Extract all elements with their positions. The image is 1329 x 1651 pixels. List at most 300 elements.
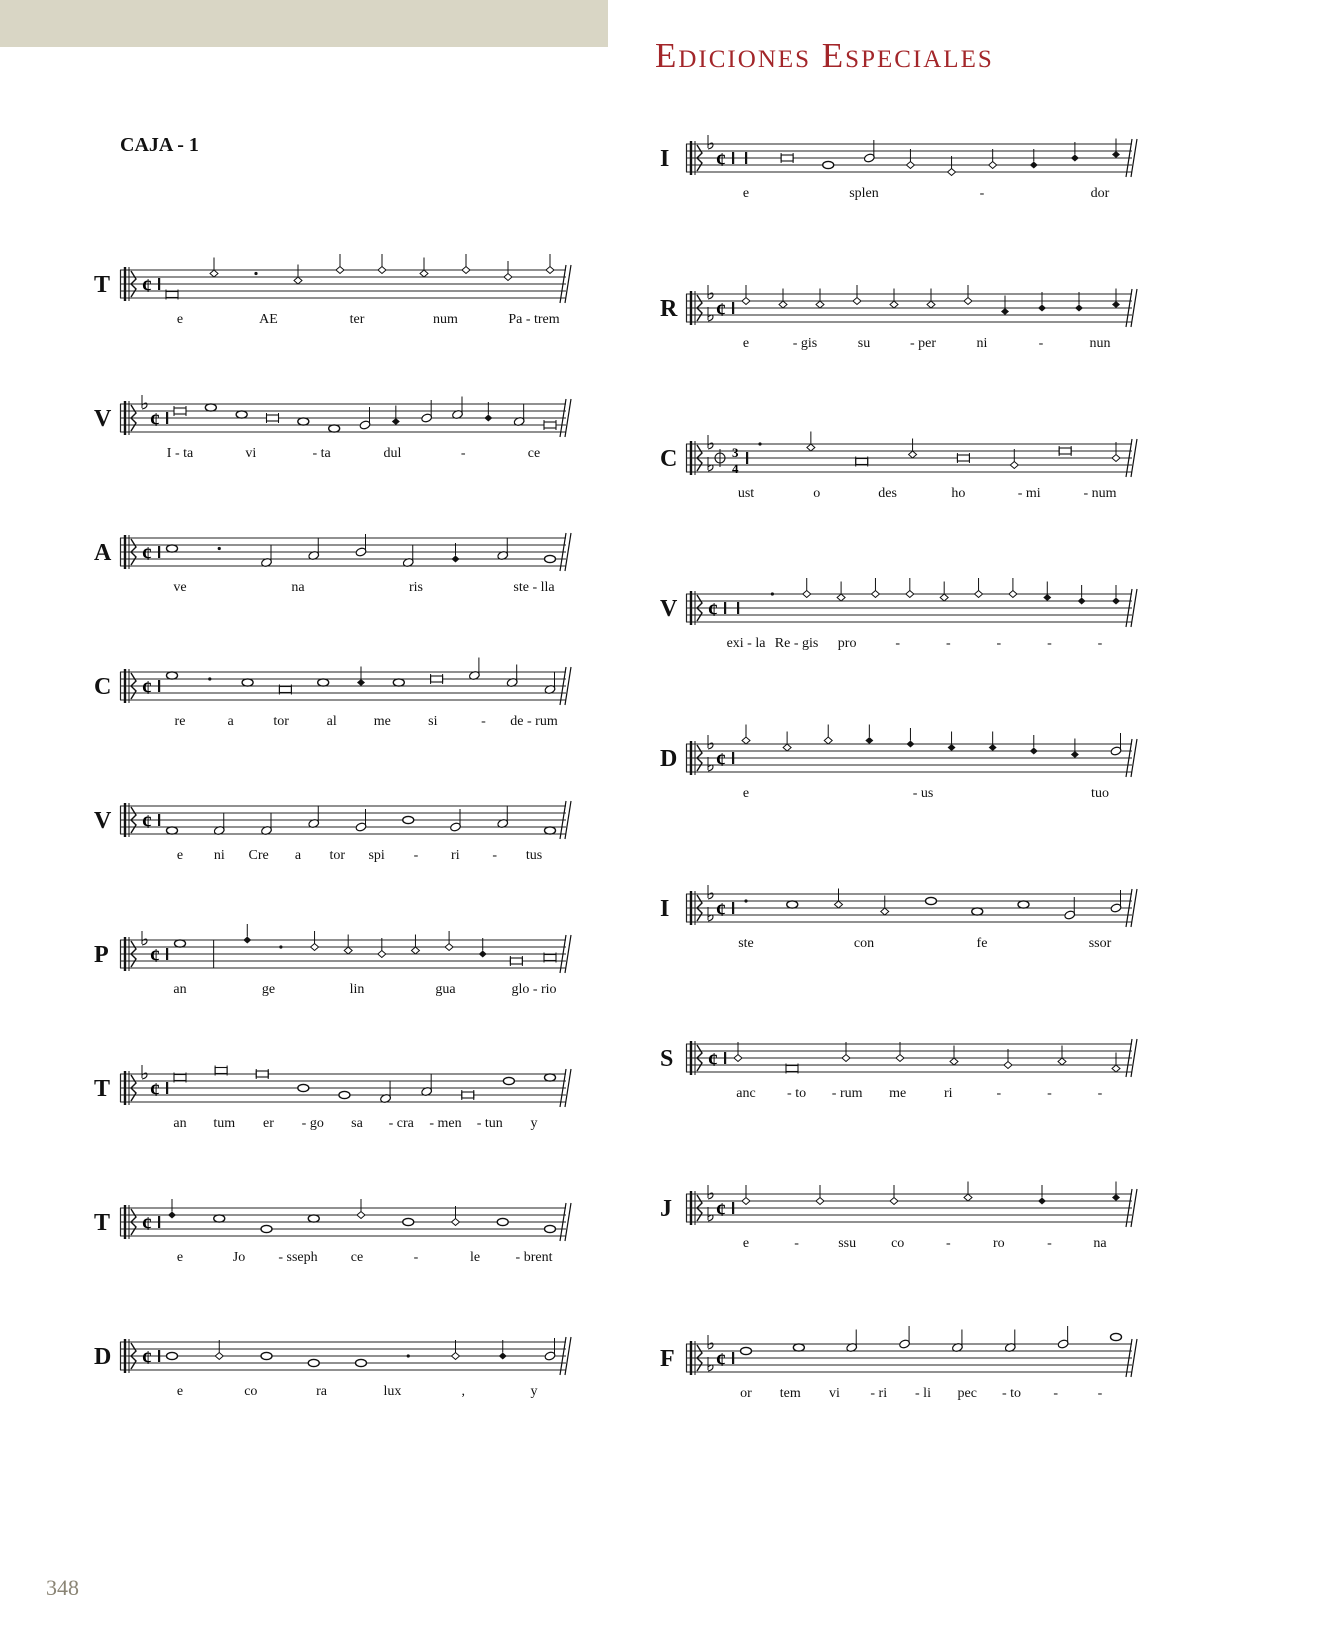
note-whole <box>167 545 178 552</box>
music-staff <box>686 432 1140 480</box>
common-time-icon: ¢ <box>716 749 726 771</box>
chant-excerpt <box>660 882 1140 972</box>
rest-icon <box>732 1202 734 1214</box>
lyrics-line <box>686 486 1140 508</box>
lyrics-line <box>686 786 1140 808</box>
note-semi <box>462 254 470 274</box>
note-semi <box>445 931 453 951</box>
initial-letter: A <box>94 540 112 566</box>
lyric-syllable: - <box>413 1250 419 1265</box>
lyric-syllable: ri <box>944 1086 953 1101</box>
lyric-syllable: - <box>1097 1086 1103 1101</box>
note-semi <box>906 149 914 169</box>
music-staff <box>120 526 574 574</box>
lyrics-line <box>120 580 574 602</box>
rest-icon <box>158 1216 160 1228</box>
note-half <box>899 1326 911 1349</box>
lyric-syllable: or <box>740 1386 752 1401</box>
lyric-syllable: - <box>413 848 419 863</box>
rest-icon <box>732 302 734 314</box>
note-breve <box>174 406 186 416</box>
note-half <box>308 538 320 561</box>
page-number: 348 <box>46 1575 79 1600</box>
note-half <box>469 658 481 681</box>
note-whole <box>741 1347 752 1354</box>
lyric-syllable: - <box>979 186 985 201</box>
lyrics-line <box>120 446 574 468</box>
lyric-syllable: ce <box>350 1250 364 1265</box>
note-whole <box>205 404 216 411</box>
lyric-syllable: vi <box>245 446 257 461</box>
note-quarter <box>1030 735 1038 755</box>
common-time-icon: ¢ <box>716 1199 726 1221</box>
flat-icon <box>708 885 713 899</box>
flat-icon <box>708 307 713 321</box>
note-half <box>421 1074 433 1097</box>
lyric-syllable: lin <box>349 982 365 997</box>
lyric-syllable: - num <box>1083 486 1117 501</box>
note-semi <box>989 149 997 169</box>
note-semi <box>906 578 914 598</box>
lyric-syllable: ssu <box>838 1236 857 1251</box>
common-time-icon: ¢ <box>142 811 152 833</box>
note-semi <box>378 254 386 274</box>
music-staff <box>120 660 574 708</box>
lyrics-line <box>686 936 1140 958</box>
lyric-syllable: ho <box>951 486 966 501</box>
note-semi <box>336 254 344 274</box>
lyric-syllable: e <box>176 1384 184 1399</box>
lyric-syllable: pro <box>837 636 857 651</box>
lyric-syllable: ni <box>976 336 988 351</box>
note-whole <box>298 418 309 425</box>
note-dot <box>758 442 761 445</box>
lyric-syllable: na <box>1093 1236 1107 1251</box>
note-semi <box>950 1046 958 1066</box>
note-quarter <box>1112 139 1120 159</box>
flat-icon <box>142 931 147 945</box>
initial-letter: C <box>94 674 112 700</box>
lyric-syllable: - tun <box>476 1116 503 1131</box>
lyric-syllable: - go <box>301 1116 324 1131</box>
note-semi <box>734 1042 742 1062</box>
note-half <box>863 140 875 163</box>
lyric-syllable: e <box>742 336 750 351</box>
lyric-syllable: le <box>469 1250 481 1265</box>
music-staff <box>120 928 574 976</box>
lyric-syllable: - brent <box>515 1250 553 1265</box>
lyric-syllable: ro <box>993 1236 1005 1251</box>
initial-letter: J <box>660 1196 672 1222</box>
note-whole <box>793 1344 804 1351</box>
note-whole <box>926 897 937 904</box>
note-half <box>402 545 414 568</box>
note-semi <box>742 1185 750 1205</box>
lyric-syllable: e <box>742 1236 750 1251</box>
common-time-icon: ¢ <box>142 275 152 297</box>
lyric-syllable: tus <box>525 848 543 863</box>
note-whole <box>318 679 329 686</box>
lyric-syllable: re <box>174 714 186 729</box>
note-breve <box>781 153 793 163</box>
lyric-syllable: e <box>742 186 750 201</box>
note-quarter <box>1112 585 1120 605</box>
lyric-syllable: a <box>294 848 302 863</box>
note-quarter <box>392 406 400 426</box>
initial-letter: I <box>660 146 670 172</box>
lyric-syllable: Pa - trem <box>508 312 560 327</box>
lyric-syllable: lux <box>383 1384 402 1399</box>
note-whole <box>308 1359 319 1366</box>
note-breve <box>431 674 443 684</box>
flat-icon <box>708 1335 713 1349</box>
note-semi <box>964 285 972 305</box>
initial-letter: V <box>94 808 112 834</box>
lyrics-line <box>686 1386 1140 1408</box>
flat-icon <box>142 1065 147 1079</box>
note-breve <box>462 1090 474 1100</box>
lyric-syllable: al <box>326 714 337 729</box>
header-band <box>0 0 608 47</box>
note-semi <box>742 285 750 305</box>
initial-letter: C <box>660 446 678 472</box>
note-quarter <box>906 728 914 748</box>
note-semi <box>411 935 419 955</box>
note-breve <box>957 453 969 463</box>
note-quarter <box>1112 289 1120 309</box>
lyric-syllable: tum <box>213 1116 236 1131</box>
rest-icon <box>724 602 726 614</box>
note-whole <box>236 411 247 418</box>
lyric-syllable: me <box>373 714 391 729</box>
lyric-syllable: Cre <box>248 848 269 863</box>
note-whole <box>393 679 404 686</box>
lyric-syllable: ste <box>738 936 754 951</box>
music-staff <box>686 1332 1140 1380</box>
note-semi <box>948 156 956 176</box>
note-semi <box>783 732 791 752</box>
initial-letter: S <box>660 1046 674 1072</box>
note-semi <box>294 265 302 285</box>
lyric-syllable: - <box>945 636 951 651</box>
rest-icon <box>158 546 160 558</box>
initial-letter: D <box>660 746 678 772</box>
lyric-syllable: vi <box>829 1386 840 1401</box>
note-semi <box>1112 442 1120 462</box>
note-quarter <box>357 667 365 687</box>
note-semi <box>357 1199 365 1219</box>
time-sig-bottom: 4 <box>732 461 739 476</box>
lyrics-line <box>120 312 574 334</box>
lyric-syllable: gua <box>435 982 456 997</box>
note-whole <box>214 1215 225 1222</box>
music-staff <box>686 732 1140 780</box>
lyric-syllable: AE <box>259 312 278 327</box>
note-half <box>452 397 464 420</box>
note-breve <box>856 457 868 467</box>
common-time-icon: ¢ <box>150 1079 160 1101</box>
flat-icon <box>708 457 713 471</box>
note-semi <box>803 578 811 598</box>
note-half <box>308 806 320 829</box>
rest-icon <box>158 680 160 692</box>
note-whole <box>261 1225 272 1232</box>
note-half <box>450 809 462 832</box>
note-semi <box>807 432 815 452</box>
lyric-syllable: - <box>996 1086 1002 1101</box>
note-half <box>506 665 518 688</box>
note-semi <box>881 896 889 916</box>
lyric-syllable: - <box>1038 336 1044 351</box>
rest-icon <box>732 902 734 914</box>
lyric-syllable: - <box>1047 1236 1052 1251</box>
music-staff <box>686 282 1140 330</box>
note-semi <box>896 1042 904 1062</box>
lyric-syllable: Jo <box>232 1250 246 1265</box>
common-time-icon: ¢ <box>708 599 718 621</box>
note-half <box>1064 897 1076 920</box>
flat-icon <box>708 1207 713 1221</box>
note-semi <box>835 889 843 909</box>
lyric-syllable: - <box>492 848 497 863</box>
initial-letter: I <box>660 896 670 922</box>
flat-icon <box>708 735 713 749</box>
note-whole <box>242 679 253 686</box>
rest-icon <box>166 412 168 424</box>
lyric-syllable: - <box>460 446 466 461</box>
lyric-syllable: o <box>813 486 821 501</box>
lyric-syllable: - <box>945 1236 951 1251</box>
lyric-syllable: an <box>173 1116 187 1131</box>
chant-excerpt <box>660 282 1140 372</box>
note-semi <box>837 582 845 602</box>
note-dot <box>744 899 747 902</box>
rest-icon <box>724 1052 726 1064</box>
note-quarter <box>948 732 956 752</box>
initial-letter: D <box>94 1344 112 1370</box>
note-quarter <box>1001 296 1009 316</box>
initial-letter: T <box>94 1076 111 1102</box>
note-breve <box>510 956 522 966</box>
music-staff <box>686 1182 1140 1230</box>
note-semi <box>311 931 319 951</box>
note-breve <box>544 420 556 430</box>
note-whole <box>403 816 414 823</box>
chant-excerpt <box>660 732 1140 822</box>
note-half <box>1057 1326 1069 1349</box>
note-half <box>355 534 367 557</box>
note-breve <box>544 953 556 963</box>
note-quarter <box>1038 1185 1046 1205</box>
music-staff <box>120 1196 574 1244</box>
chant-excerpt <box>94 258 574 348</box>
lyric-syllable: me <box>889 1086 907 1101</box>
lyric-syllable: ni <box>213 848 225 863</box>
note-whole <box>787 901 798 908</box>
note-whole <box>167 827 178 834</box>
note-breve <box>256 1069 268 1079</box>
lyric-syllable: na <box>291 580 305 595</box>
note-whole <box>261 1352 272 1359</box>
note-whole <box>1018 901 1029 908</box>
note-semi <box>1009 578 1017 598</box>
chant-excerpt <box>660 1332 1140 1422</box>
note-quarter <box>1071 739 1079 759</box>
note-semi <box>964 1182 972 1202</box>
chant-excerpt <box>94 392 574 482</box>
chant-excerpt <box>660 582 1140 672</box>
note-semi <box>975 578 983 598</box>
lyric-syllable: a <box>227 714 234 729</box>
lyric-syllable: - per <box>909 336 937 351</box>
common-time-icon: ¢ <box>716 149 726 171</box>
note-semi <box>1112 1053 1120 1073</box>
chant-excerpt <box>660 1032 1140 1122</box>
lyric-syllable: - <box>794 1236 799 1251</box>
common-time-icon: ¢ <box>142 1213 152 1235</box>
note-semi <box>504 261 512 281</box>
lyric-syllable: ra <box>316 1384 328 1399</box>
rest-icon <box>746 452 748 464</box>
lyric-syllable: dor <box>1090 186 1110 201</box>
lyric-syllable: tor <box>329 848 346 863</box>
section-label: CAJA - 1 <box>120 134 199 156</box>
lyric-syllable: - <box>895 636 901 651</box>
lyrics-line <box>686 636 1140 658</box>
common-time-icon: ¢ <box>708 1049 718 1071</box>
lyric-syllable: - us <box>912 786 934 801</box>
note-semi <box>842 1042 850 1062</box>
note-quarter <box>1078 585 1086 605</box>
music-staff <box>686 132 1140 180</box>
lyric-syllable: - <box>481 714 486 729</box>
note-half <box>355 809 367 832</box>
note-semi <box>779 289 787 309</box>
note-quarter <box>499 1340 507 1360</box>
lyric-syllable: - to <box>1001 1386 1022 1401</box>
initial-letter: T <box>94 272 111 298</box>
note-semi <box>210 258 218 278</box>
lyric-syllable: ve <box>173 580 187 595</box>
lyric-syllable: - to <box>787 1086 807 1101</box>
flat-icon <box>142 395 147 409</box>
lyric-syllable: - li <box>915 1386 931 1401</box>
lyric-syllable: de - rum <box>510 714 558 729</box>
common-time-icon: ¢ <box>716 299 726 321</box>
lyric-syllable: des <box>878 486 897 501</box>
lyric-syllable: - mi <box>1017 486 1041 501</box>
note-quarter <box>479 938 487 958</box>
lyric-syllable: si <box>428 714 438 729</box>
lyric-syllable: e <box>176 848 184 863</box>
lyric-syllable: an <box>173 982 187 997</box>
lyric-syllable: tor <box>273 714 289 729</box>
note-quarter <box>243 924 251 944</box>
note-whole <box>167 1352 178 1359</box>
note-whole <box>175 940 186 947</box>
lyric-syllable: - <box>1097 636 1103 651</box>
lyric-syllable: ge <box>261 982 276 997</box>
lyric-syllable: sa <box>351 1116 363 1131</box>
lyric-syllable: co <box>244 1384 258 1399</box>
note-breve <box>1059 446 1071 456</box>
note-half <box>1110 890 1122 913</box>
note-whole <box>1111 1333 1122 1340</box>
note-semi <box>824 725 832 745</box>
lyrics-line <box>686 1236 1140 1258</box>
note-rest <box>737 602 739 614</box>
chant-excerpt <box>94 928 574 1018</box>
note-semi <box>890 289 898 309</box>
note-quarter <box>484 402 492 422</box>
lyric-syllable: - <box>1047 1086 1052 1101</box>
common-time-icon: ¢ <box>142 543 152 565</box>
chant-excerpt <box>94 660 574 750</box>
note-half <box>497 538 509 561</box>
lyric-syllable: su <box>857 336 871 351</box>
rest-icon <box>732 152 734 164</box>
note-half <box>544 1338 556 1361</box>
note-half <box>421 400 433 423</box>
lyric-syllable: dul <box>383 446 402 461</box>
lyrics-line <box>120 714 574 736</box>
lyric-syllable: e <box>176 1250 184 1265</box>
chant-excerpt <box>660 1182 1140 1272</box>
note-quarter <box>865 725 873 745</box>
lyrics-line <box>120 1250 574 1272</box>
note-semi <box>742 725 750 745</box>
lyric-syllable: con <box>853 936 875 951</box>
lyric-syllable: - <box>1053 1386 1059 1401</box>
note-quarter <box>168 1199 176 1219</box>
music-staff <box>686 582 1140 630</box>
lyric-syllable: ssor <box>1088 936 1112 951</box>
note-whole <box>356 1359 367 1366</box>
note-quarter <box>1043 582 1051 602</box>
note-half <box>261 545 273 568</box>
note-half <box>846 1330 858 1353</box>
note-semi <box>890 1185 898 1205</box>
rest-icon <box>732 1352 734 1364</box>
note-whole <box>503 1077 514 1084</box>
lyric-syllable: - cra <box>388 1116 414 1131</box>
note-semi <box>1004 1049 1012 1069</box>
note-whole <box>308 1215 319 1222</box>
lyric-syllable: ust <box>737 486 755 501</box>
common-time-icon: ¢ <box>142 1347 152 1369</box>
note-rest <box>745 152 747 164</box>
lyrics-line <box>686 336 1140 358</box>
lyric-syllable: ri <box>451 848 460 863</box>
lyric-syllable: - gis <box>792 336 818 351</box>
note-whole <box>545 1074 556 1081</box>
lyric-syllable: e <box>176 312 184 327</box>
time-sig-top: 3 <box>732 445 739 460</box>
note-dot <box>771 592 774 595</box>
note-quarter <box>989 732 997 752</box>
note-breve <box>174 1073 186 1083</box>
lyric-syllable: glo - rio <box>511 982 557 997</box>
note-breve <box>279 685 291 695</box>
note-semi <box>452 1340 460 1360</box>
note-breve <box>267 413 279 423</box>
flat-icon <box>708 757 713 771</box>
note-semi <box>420 258 428 278</box>
note-semi <box>816 1185 824 1205</box>
note-whole <box>823 161 834 168</box>
lyric-syllable: tuo <box>1091 786 1109 801</box>
common-time-icon: ¢ <box>716 899 726 921</box>
